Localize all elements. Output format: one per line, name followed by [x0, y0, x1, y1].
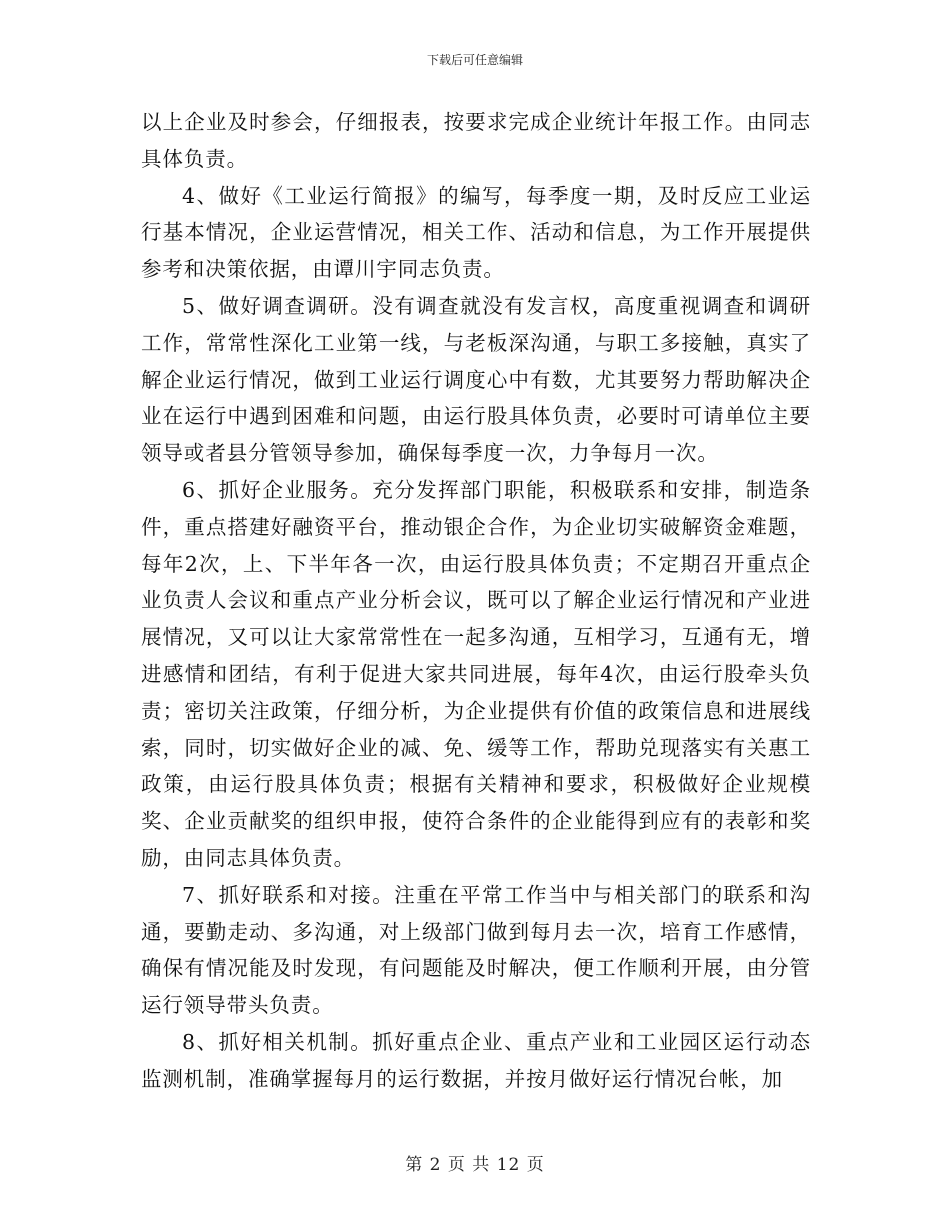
page-header: 下载后可任意编辑	[426, 53, 523, 67]
paragraph-item-7: 7、抓好联系和对接。注重在平常工作当中与相关部门的联系和沟通，要勤走动、多沟通，对上级部门做到每月去一次，培育工作感情，确保有情况能及时发现，有问题能及时解决，便工作顺利开展，由分管运行领导带头负责。	[141, 882, 811, 1018]
page-number-footer: 第 2 页 共 12 页	[405, 1155, 545, 1175]
paragraph-item-6: 6、抓好企业服务。充分发挥部门职能，积极联系和安排，制造条件，重点搭建好融资平台，推动银企合作，为企业切实破解资金难题，每年2次，上、下半年各一次，由运行股具体负责；不定期召开重点企业负责人会议和重点产业分析会议，既可以了解企业运行情况和产业进展情况，又可以让大家常常性在一起多沟通，互相学习，互通有无，增进感情和团结，有利于促进大家共同进展，每年4次，由运行股牵头负责；密切关注政策，仔细分析，为企业提供有价值的政策信息和进展线索，同时，切实做好企业的减、免、缓等工作，帮助兑现落实有关惠工政策，由运行股具体负责；根据有关精神和要求，积极做好企业规模奖、企业贡献奖的组织申报，使符合条件的企业能得到应有的表彰和奖励，由同志具体负责。	[141, 477, 811, 870]
paragraph-continuation: 以上企业及时参会，仔细报表，按要求完成企业统计年报工作。由同志具体负责。	[141, 110, 811, 171]
document-body	[141, 104, 811, 1098]
paragraph-item-5: 5、做好调查调研。没有调查就没有发言权，高度重视调查和调研工作，常常性深化工业第一线，与老板深沟通，与职工多接触，真实了解企业运行情况，做到工业运行调度心中有数，尤其要努力帮助解决企业在运行中遇到困难和问题，由运行股具体负责，必要时可请单位主要领导或者县分管领导参加，确保每季度一次，力争每月一次。	[141, 293, 811, 466]
paragraph-item-8: 8、抓好相关机制。抓好重点企业、重点产业和工业园区运行动态监测机制，准确掌握每月的运行数据，并按月做好运行情况台帐，加	[141, 1029, 811, 1091]
paragraph-item-4: 4、做好《工业运行简报》的编写，每季度一期，及时反应工业运行基本情况，企业运营情况，相关工作、活动和信息，为工作开展提供参考和决策依据，由谭川宇同志负责。	[141, 183, 811, 282]
